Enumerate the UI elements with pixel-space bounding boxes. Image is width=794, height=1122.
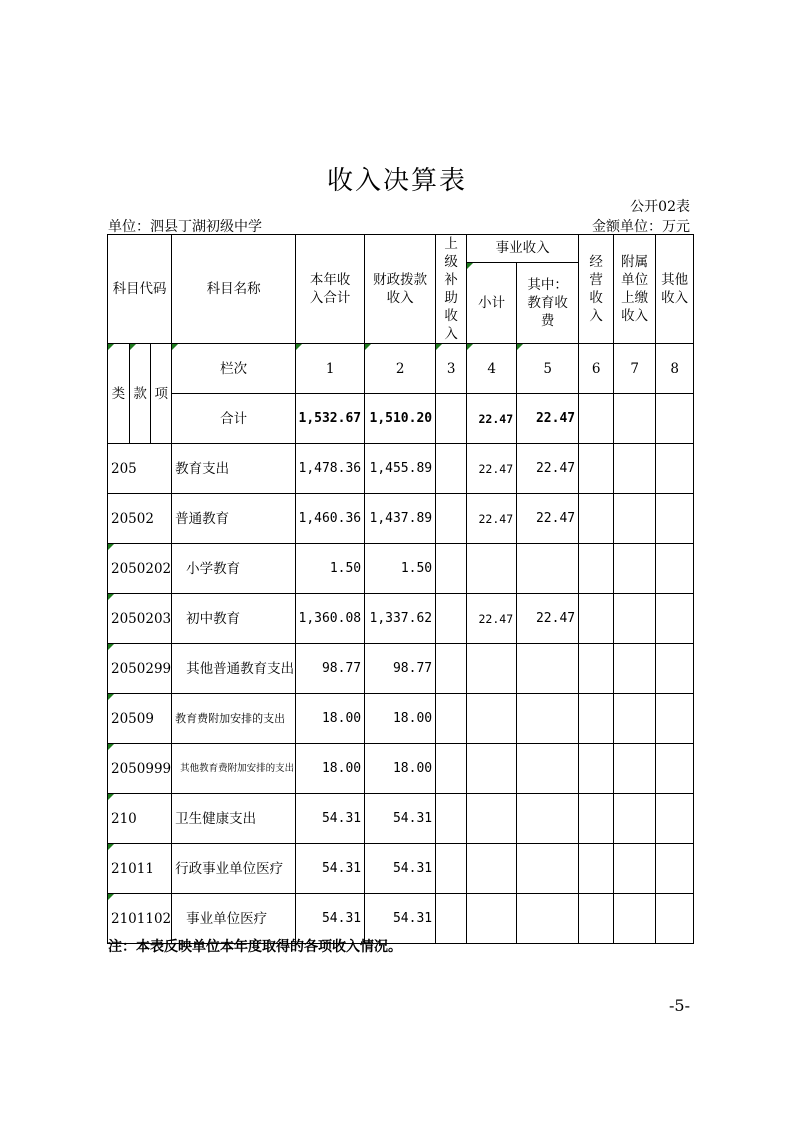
business-subtotal-cell	[467, 794, 517, 844]
fiscal-allocation-cell: 1,337.62	[365, 594, 436, 644]
operating-income-cell	[579, 544, 614, 594]
business-subtotal-cell	[467, 544, 517, 594]
subject-code: 2101102	[108, 894, 172, 944]
operating-income-cell	[579, 894, 614, 944]
income-table	[107, 234, 694, 944]
business-subtotal-cell	[467, 844, 517, 894]
operating-income-cell	[579, 594, 614, 644]
edu-fee-cell	[517, 544, 579, 594]
column-number: 5	[517, 344, 579, 394]
operating-income-cell	[579, 844, 614, 894]
subject-code: 2050299	[108, 644, 172, 694]
table-row	[108, 594, 694, 644]
total-income-cell: 1,478.36	[296, 444, 365, 494]
affiliated-remit-cell	[614, 444, 656, 494]
table-row	[108, 694, 694, 744]
fiscal-allocation-cell: 18.00	[365, 744, 436, 794]
business-subtotal-cell	[467, 694, 517, 744]
business-subtotal-cell: 22.47	[467, 494, 517, 544]
fiscal-allocation-cell: 54.31	[365, 844, 436, 894]
total-income-value: 1,532.67	[296, 394, 365, 444]
total-income-cell: 18.00	[296, 694, 365, 744]
total-income-cell: 98.77	[296, 644, 365, 694]
column-number: 1	[296, 344, 365, 394]
header-row	[108, 235, 694, 263]
table-row	[108, 744, 694, 794]
operating-income-cell	[579, 744, 614, 794]
page-title: 收入决算表	[326, 166, 467, 196]
edu-fee-cell	[517, 694, 579, 744]
total-superior-value	[436, 394, 467, 444]
fiscal-allocation-cell: 98.77	[365, 644, 436, 694]
other-income-cell	[656, 594, 694, 644]
subject-code: 2050203	[108, 594, 172, 644]
subject-code: 205	[108, 444, 172, 494]
amount-unit: 金额单位：万元	[592, 219, 690, 235]
other-income-cell	[656, 544, 694, 594]
subject-name: 卫生健康支出	[172, 794, 296, 844]
subject-name: 事业单位医疗	[172, 894, 296, 944]
subject-code: 20502	[108, 494, 172, 544]
affiliated-remit-cell	[614, 694, 656, 744]
column-index-label: 栏次	[172, 344, 296, 394]
subject-name: 教育费附加安排的支出	[172, 694, 296, 744]
subject-code: 20509	[108, 694, 172, 744]
column-index-row	[108, 344, 694, 394]
total-income-cell: 54.31	[296, 794, 365, 844]
subject-name: 其他教育费附加安排的支出	[172, 744, 296, 794]
subject-name: 小学教育	[172, 544, 296, 594]
superior-subsidy-cell	[436, 694, 467, 744]
subject-code: 210	[108, 794, 172, 844]
edu-fee-cell: 22.47	[517, 594, 579, 644]
subject-name: 教育支出	[172, 444, 296, 494]
edu-fee-cell	[517, 744, 579, 794]
other-income-cell	[656, 644, 694, 694]
business-subtotal-cell	[467, 894, 517, 944]
header-business-income: 事业收入	[467, 235, 579, 263]
header-subject-code: 科目代码	[108, 235, 172, 344]
affiliated-remit-cell	[614, 644, 656, 694]
column-number: 4	[467, 344, 517, 394]
subject-name: 行政事业单位医疗	[172, 844, 296, 894]
edu-fee-cell: 22.47	[517, 444, 579, 494]
edu-fee-cell	[517, 894, 579, 944]
fiscal-allocation-cell: 1.50	[365, 544, 436, 594]
edu-fee-cell	[517, 844, 579, 894]
total-other-value	[656, 394, 694, 444]
subject-name: 其他普通教育支出	[172, 644, 296, 694]
superior-subsidy-cell	[436, 894, 467, 944]
other-income-cell	[656, 794, 694, 844]
superior-subsidy-cell	[436, 494, 467, 544]
table-row	[108, 844, 694, 894]
column-number: 7	[614, 344, 656, 394]
edu-fee-cell	[517, 794, 579, 844]
header-fiscal-allocation: 财政拨款收入	[365, 235, 436, 344]
total-edu-fee-value: 22.47	[517, 394, 579, 444]
fiscal-allocation-cell: 54.31	[365, 794, 436, 844]
other-income-cell	[656, 494, 694, 544]
affiliated-remit-cell	[614, 594, 656, 644]
table-row	[108, 794, 694, 844]
business-subtotal-cell	[467, 644, 517, 694]
table-row	[108, 494, 694, 544]
page-number: -5-	[669, 996, 690, 1015]
operating-income-cell	[579, 444, 614, 494]
superior-subsidy-cell	[436, 444, 467, 494]
operating-income-cell	[579, 644, 614, 694]
header-edu-fee: 其中：教育收费	[517, 262, 579, 343]
affiliated-remit-cell	[614, 894, 656, 944]
column-number: 8	[656, 344, 694, 394]
operating-income-cell	[579, 694, 614, 744]
reporting-unit: 单位：泗县丁湖初级中学	[108, 219, 262, 235]
superior-subsidy-cell	[436, 544, 467, 594]
header-subject-name: 科目名称	[172, 235, 296, 344]
total-income-cell: 54.31	[296, 894, 365, 944]
superior-subsidy-cell	[436, 644, 467, 694]
table-row	[108, 444, 694, 494]
other-income-cell	[656, 744, 694, 794]
operating-income-cell	[579, 494, 614, 544]
business-subtotal-cell: 22.47	[467, 444, 517, 494]
header-xiang: 项	[151, 344, 172, 444]
total-income-cell: 54.31	[296, 844, 365, 894]
column-number: 2	[365, 344, 436, 394]
fiscal-allocation-cell: 1,437.89	[365, 494, 436, 544]
total-fiscal-value: 1,510.20	[365, 394, 436, 444]
affiliated-remit-cell	[614, 744, 656, 794]
other-income-cell	[656, 444, 694, 494]
form-code: 公开02表	[630, 199, 690, 215]
header-superior-subsidy: 上级补助收入	[436, 235, 467, 344]
header-lei: 类	[108, 344, 130, 444]
total-income-cell: 1,360.08	[296, 594, 365, 644]
total-income-cell: 1.50	[296, 544, 365, 594]
other-income-cell	[656, 844, 694, 894]
header-affiliated-remit: 附属单位上缴收入	[614, 235, 656, 344]
footnote: 注：本表反映单位本年度取得的各项收入情况。	[108, 939, 402, 955]
subject-code: 2050202	[108, 544, 172, 594]
column-number: 6	[579, 344, 614, 394]
fiscal-allocation-cell: 1,455.89	[365, 444, 436, 494]
fiscal-allocation-cell: 18.00	[365, 694, 436, 744]
column-number: 3	[436, 344, 467, 394]
header-subtotal: 小计	[467, 262, 517, 343]
subject-code: 2050999	[108, 744, 172, 794]
header-operating-income: 经营收入	[579, 235, 614, 344]
total-affiliated-value	[614, 394, 656, 444]
superior-subsidy-cell	[436, 844, 467, 894]
superior-subsidy-cell	[436, 794, 467, 844]
affiliated-remit-cell	[614, 544, 656, 594]
affiliated-remit-cell	[614, 794, 656, 844]
table-row	[108, 644, 694, 694]
header-total-income: 本年收入合计	[296, 235, 365, 344]
header-other-income: 其他收入	[656, 235, 694, 344]
other-income-cell	[656, 894, 694, 944]
total-income-cell: 18.00	[296, 744, 365, 794]
subject-name: 普通教育	[172, 494, 296, 544]
header-kuan: 款	[129, 344, 151, 444]
table-row	[108, 544, 694, 594]
other-income-cell	[656, 694, 694, 744]
superior-subsidy-cell	[436, 744, 467, 794]
total-subtotal-value: 22.47	[467, 394, 517, 444]
total-income-cell: 1,460.36	[296, 494, 365, 544]
affiliated-remit-cell	[614, 844, 656, 894]
total-label: 合计	[172, 394, 296, 444]
fiscal-allocation-cell: 54.31	[365, 894, 436, 944]
subject-name: 初中教育	[172, 594, 296, 644]
edu-fee-cell	[517, 644, 579, 694]
edu-fee-cell: 22.47	[517, 494, 579, 544]
superior-subsidy-cell	[436, 594, 467, 644]
affiliated-remit-cell	[614, 494, 656, 544]
business-subtotal-cell	[467, 744, 517, 794]
total-operating-value	[579, 394, 614, 444]
operating-income-cell	[579, 794, 614, 844]
business-subtotal-cell: 22.47	[467, 594, 517, 644]
total-row	[108, 394, 694, 444]
subject-code: 21011	[108, 844, 172, 894]
